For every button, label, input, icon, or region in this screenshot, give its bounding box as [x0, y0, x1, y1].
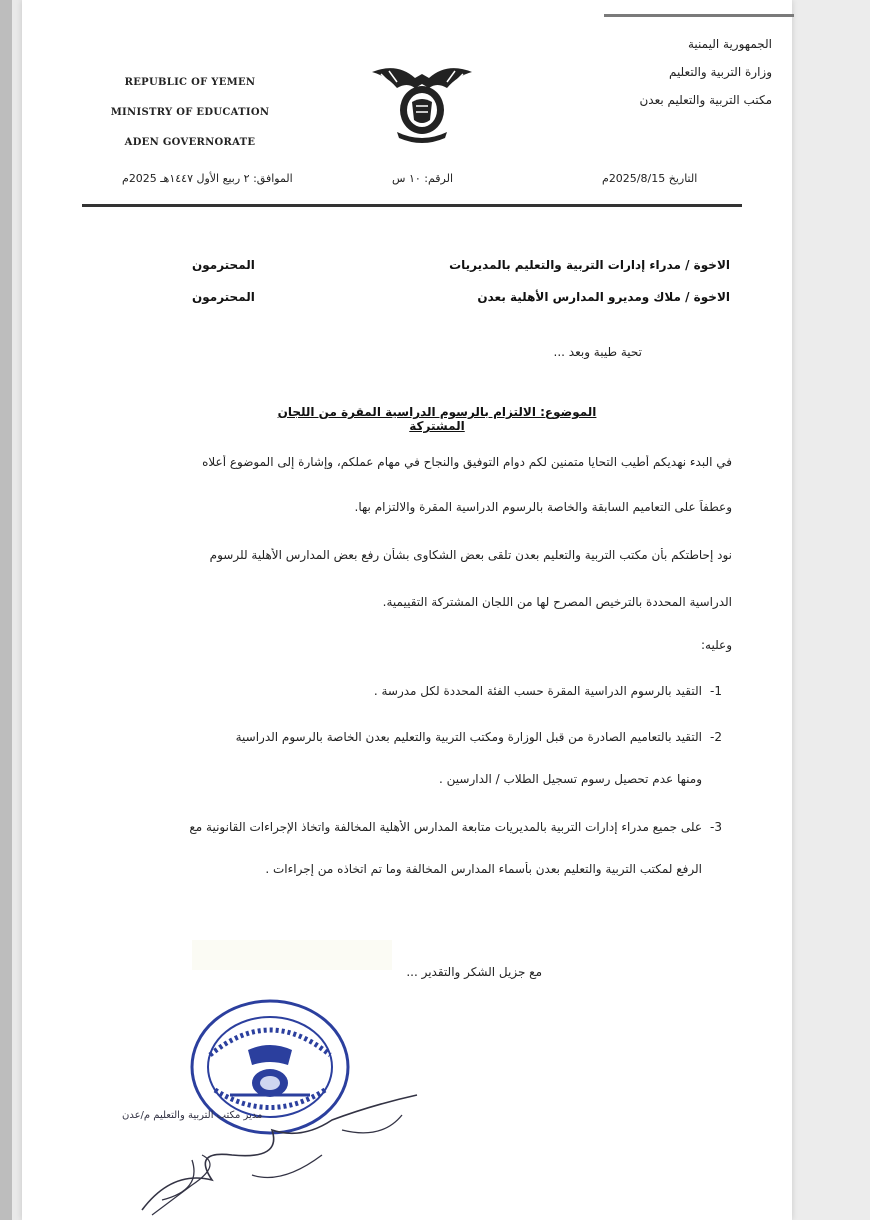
item-3-line-2: الرفع لمكتب التربية والتعليم بعدن بأسماء المدارس المخالفة وما تم اتخاذه من إجراءات . — [265, 862, 702, 876]
item-1-line-1: التقيد بالرسوم الدراسية المقرة حسب الفئة المحددة لكل مدرسة . — [373, 684, 702, 698]
english-line-country: REPUBLIC OF YEMEN — [124, 77, 256, 88]
yemen-eagle-emblem-icon — [367, 60, 477, 145]
paragraph-2-line-2: الدراسية المحددة بالترخيص المصرح لها من اللجان المشتركة التقييمية. — [382, 595, 732, 609]
item-3-marker: -3 — [710, 820, 722, 834]
arabic-letterhead — [582, 30, 772, 114]
right-margin — [792, 0, 870, 1220]
arabic-line-office: مكتب التربية والتعليم بعدن — [639, 93, 772, 107]
greeting: تحية طيبة وبعد ... — [553, 345, 642, 359]
item-1-marker: -1 — [710, 684, 722, 698]
english-line-ministry: MINISTRY OF EDUCATION — [110, 107, 270, 118]
item-2-marker: -2 — [710, 730, 722, 744]
closing-line: مع جزيل الشكر والتقدير ... — [406, 965, 542, 979]
english-letterhead — [90, 68, 290, 158]
recipient-1-name: الاخوة / مدراء إدارات التربية والتعليم بالمديريات — [449, 258, 730, 272]
arabic-line-country: الجمهورية اليمنية — [687, 37, 772, 51]
recipient-2-title: المحترمون — [192, 290, 255, 304]
paragraph-1-line-2: وعطفاً على التعاميم السابقة والخاصة بالرسوم الدراسية المقرة والالتزام بها. — [354, 500, 732, 514]
letter-page — [22, 0, 792, 1220]
signatory-title: مدير مكتب التربية والتعليم م/عدن — [122, 1110, 263, 1121]
top-rule — [604, 14, 794, 17]
handwritten-signature-icon — [132, 1060, 432, 1220]
item-2-line-2: ومنها عدم تحصيل رسوم تسجيل الطلاب / الدارسين . — [439, 772, 702, 786]
letter-date: التاريخ 2025/8/15م — [602, 172, 698, 185]
reference-row — [122, 172, 742, 192]
recipient-2-name: الاخوة / ملاك ومديرو المدارس الأهلية بعدن — [477, 290, 730, 304]
item-2-line-1: التقيد بالتعاميم الصادرة من قبل الوزارة ومكتب التربية والتعليم بعدن الخاصة بالرسوم الدراسية — [235, 730, 702, 744]
paragraph-2-line-1: نود إحاطتكم بأن مكتب التربية والتعليم بعدن تلقى بعض الشكاوى بشأن رفع بعض المدارس الأهلية للرسوم — [209, 548, 732, 562]
attachment-date: الموافق: ٢ ربيع الأول ١٤٤٧هـ 2025م — [122, 172, 293, 185]
paragraph-1-line-1: في البدء نهديكم أطيب التحايا متمنين لكم دوام التوفيق والنجاح في مهام عملكم، وإشارة إلى الموضوع أعلاه — [202, 455, 732, 469]
therefore-label: وعليه: — [700, 638, 732, 652]
english-line-governorate: ADEN GOVERNORATE — [124, 137, 256, 148]
header-divider — [82, 204, 742, 207]
arabic-line-ministry: وزارة التربية والتعليم — [668, 65, 772, 79]
paper-blemish — [192, 940, 392, 970]
left-frame-border — [0, 0, 12, 1220]
item-3-line-1: على جميع مدراء إدارات التربية بالمديريات متابعة المدارس الأهلية المخالفة واتخاذ الإجراءات القانونية مع — [189, 820, 702, 834]
reference-number: الرقم: ١٠ س — [392, 172, 454, 185]
subject-line: الموضوع: الالتزام بالرسوم الدراسية المقرة من اللجان المشتركة — [277, 405, 597, 433]
recipient-1-title: المحترمون — [192, 258, 255, 272]
